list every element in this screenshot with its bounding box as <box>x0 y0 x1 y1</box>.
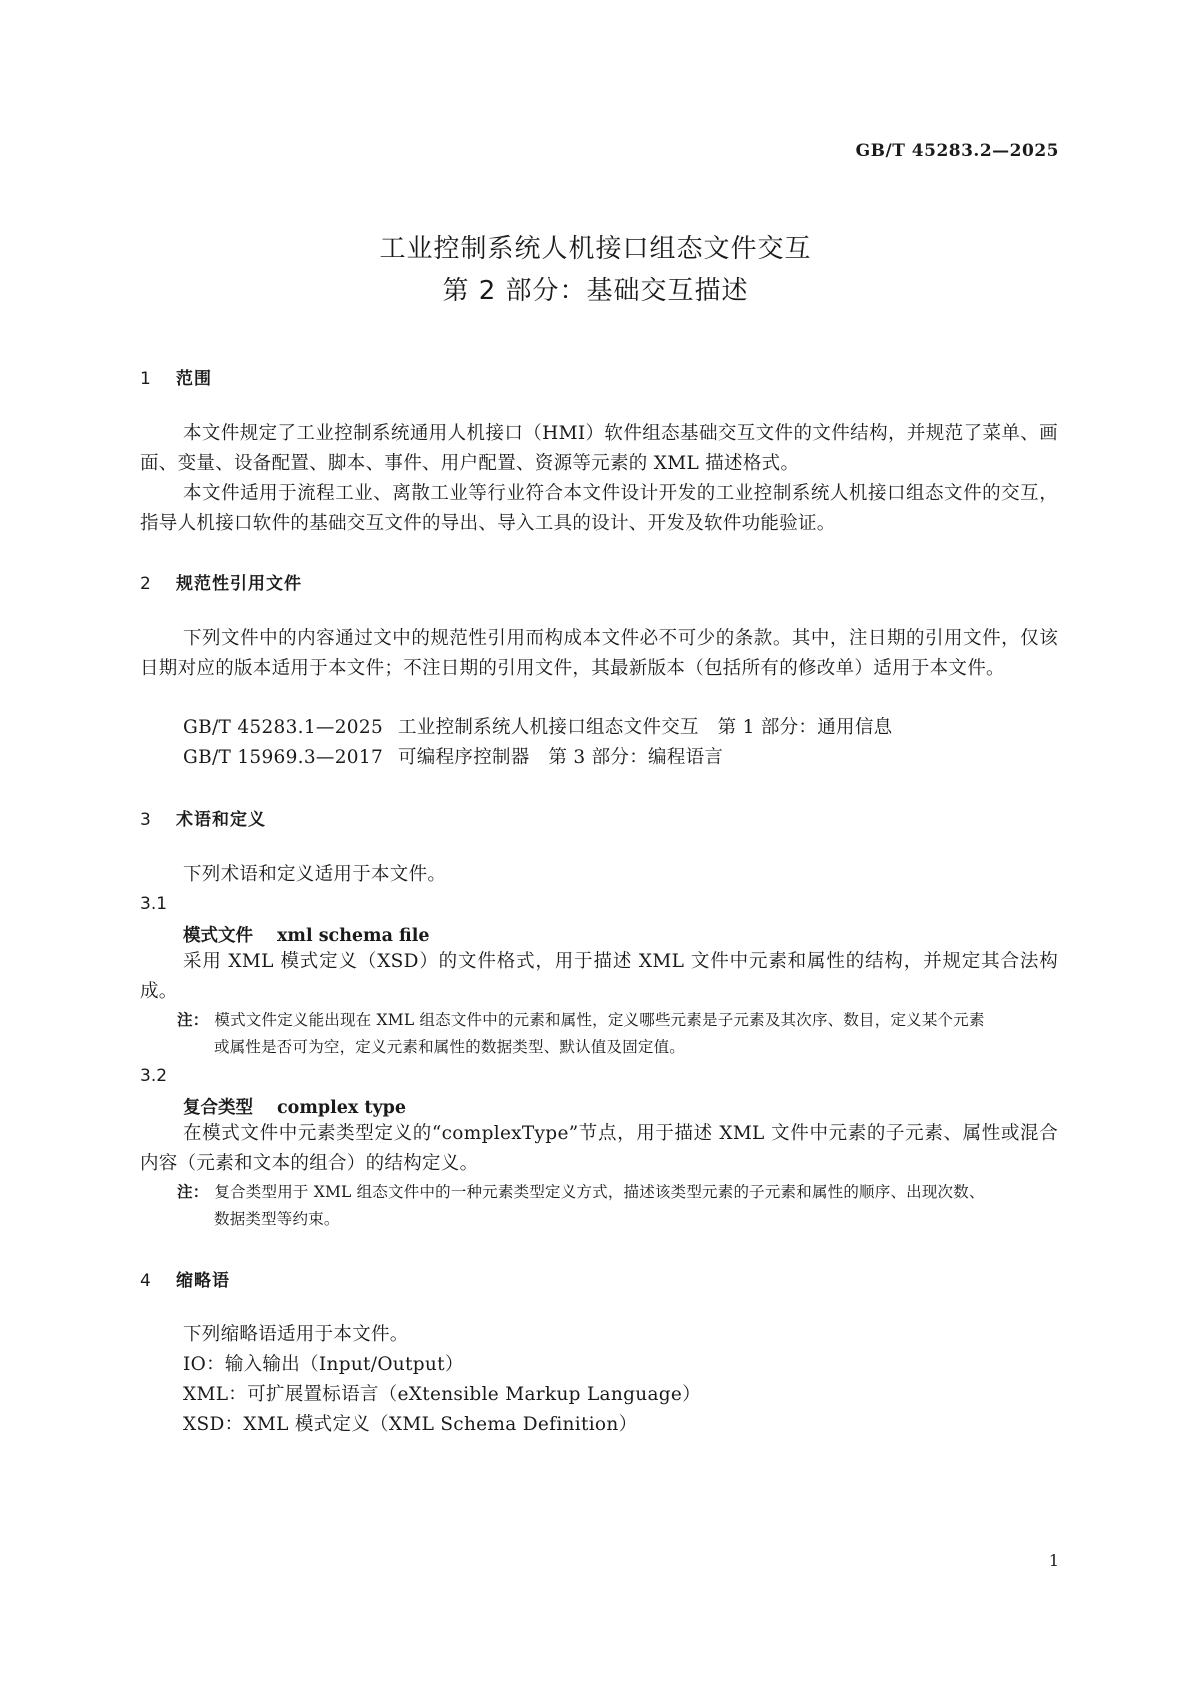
term-note <box>177 1007 1062 1061</box>
note-text-line2: 或属性是否可为空，定义元素和属性的数据类型、默认值及固定值。 <box>214 1038 686 1056</box>
note-label: 注： <box>177 1011 209 1029</box>
section-1-paragraph-1: 本文件规定了工业控制系统通用人机接口（HMI）软件组态基础交互文件的文件结构，并规范了菜单、画面、变量、设备配置、脚本、事件、用户配置、资源等元素的 XML 描述格式。 <box>140 423 1058 474</box>
term-name-zh: 复合类型 <box>183 1098 253 1118</box>
term-definition: 采用 XML 模式定义（XSD）的文件格式，用于描述 XML 文件中元素和属性的结构，并规定其合法构成。 <box>140 951 1058 1002</box>
abbreviation-item: IO：输入输出（Input/Output） <box>183 1354 464 1375</box>
term-name-zh: 模式文件 <box>183 926 253 946</box>
term-note <box>177 1179 1062 1233</box>
note-text-line1: 复合类型用于 XML 组态文件中的一种元素类型定义方式，描述该类型元素的子元素和属性的顺序、出现次数、 <box>214 1183 985 1201</box>
section-3-heading <box>140 805 266 830</box>
page-number: 1 <box>1048 1551 1059 1570</box>
section-title: 范围 <box>176 369 212 389</box>
section-2-heading <box>140 569 302 594</box>
term-name <box>183 1094 406 1119</box>
section-4-heading <box>140 1266 230 1291</box>
reference-item <box>183 713 892 739</box>
section-title: 缩略语 <box>176 1271 230 1291</box>
section-number: 1 <box>140 369 152 389</box>
section-1-paragraph-2: 本文件适用于流程工业、离散工业等行业符合本文件设计开发的工业控制系统人机接口组态文件的交互，指导人机接口软件的基础交互文件的导出、导入工具的设计、开发及软件功能验证。 <box>140 483 1058 534</box>
term-name <box>183 922 430 947</box>
section-4-intro: 下列缩略语适用于本文件。 <box>183 1324 409 1345</box>
section-number: 3 <box>140 810 152 830</box>
section-1-heading <box>140 364 212 389</box>
reference-code: GB/T 15969.3—2017 <box>183 747 384 768</box>
section-number: 2 <box>140 574 152 594</box>
reference-code: GB/T 45283.1—2025 <box>183 717 384 738</box>
note-text-line1: 模式文件定义能出现在 XML 组态文件中的元素和属性，定义哪些元素是子元素及其次序、数目，定义某个元素 <box>214 1011 985 1029</box>
reference-title: 可编程序控制器 第 3 部分：编程语言 <box>398 747 724 768</box>
standard-code: GB/T 45283.2—2025 <box>855 141 1059 161</box>
abbreviation-item: XSD：XML 模式定义（XML Schema Definition） <box>183 1414 638 1435</box>
abbreviation-item: XML：可扩展置标语言（eXtensible Markup Language） <box>183 1384 701 1405</box>
term-name-en: xml schema file <box>277 926 430 946</box>
note-label: 注： <box>177 1183 209 1201</box>
term-definition: 在模式文件中元素类型定义的“complexType”节点，用于描述 XML 文件中元素的子元素、属性或混合内容（元素和文本的组合）的结构定义。 <box>140 1123 1058 1174</box>
section-number: 4 <box>140 1271 152 1291</box>
section-title: 规范性引用文件 <box>176 574 302 594</box>
document-title-line1: 工业控制系统人机接口组态文件交互 <box>379 234 812 264</box>
reference-title: 工业控制系统人机接口组态文件交互 第 1 部分：通用信息 <box>398 717 893 738</box>
section-2-paragraph-1: 下列文件中的内容通过文中的规范性引用而构成本文件必不可少的条款。其中，注日期的引用文件，仅该日期对应的版本适用于本文件；不注日期的引用文件，其最新版本（包括所有的修改单）适用于本文件。 <box>140 628 1058 679</box>
section-3-intro: 下列术语和定义适用于本文件。 <box>183 864 447 885</box>
term-number: 3.1 <box>140 894 168 914</box>
term-number: 3.2 <box>140 1066 168 1086</box>
document-title-line2: 第 2 部分：基础交互描述 <box>442 276 749 306</box>
term-name-en: complex type <box>277 1098 407 1118</box>
section-title: 术语和定义 <box>176 810 266 830</box>
note-text-line2: 数据类型等约束。 <box>214 1210 340 1228</box>
reference-item <box>183 743 723 769</box>
